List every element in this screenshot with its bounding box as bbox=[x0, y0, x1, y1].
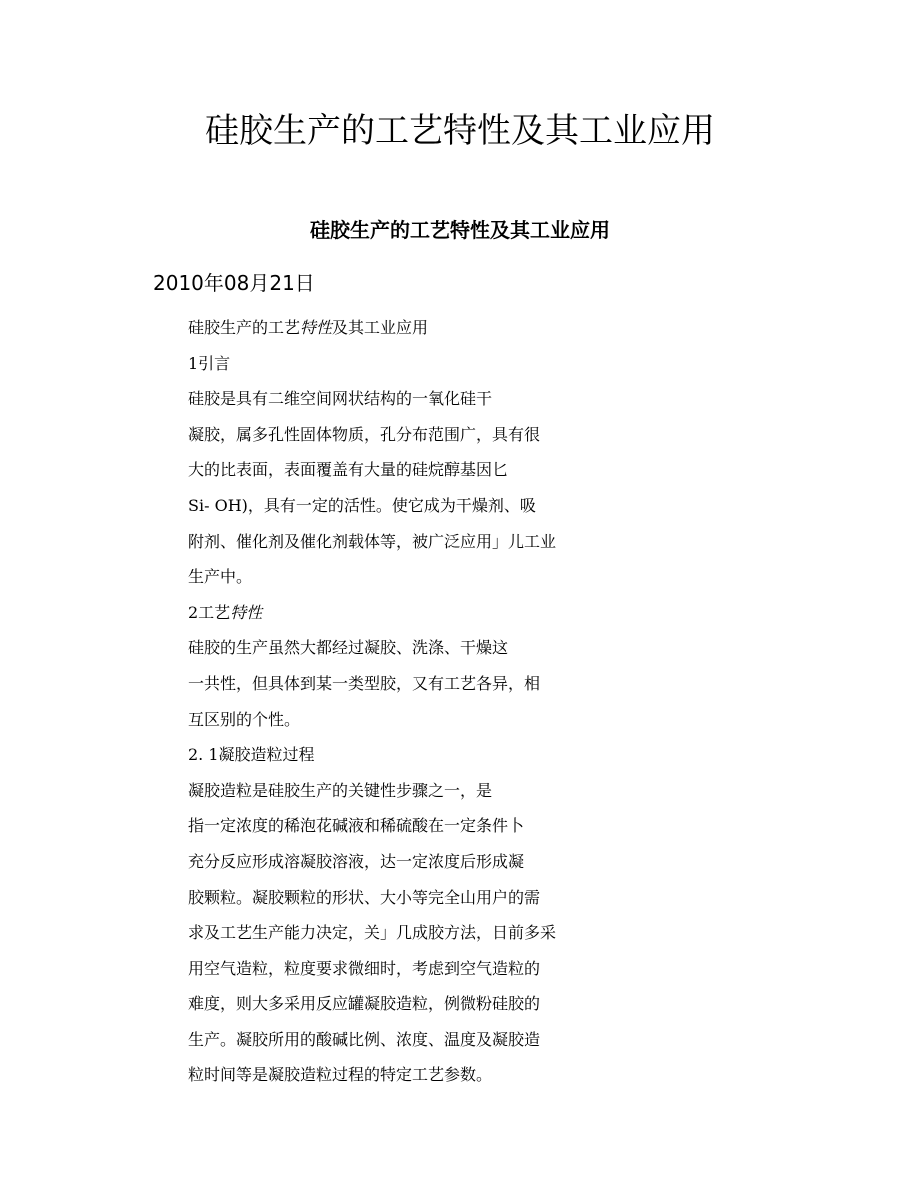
body-text-fragment: 指一定浓度的稀泡花碱液和稀硫酸在一定条件卜 bbox=[188, 816, 525, 836]
body-line bbox=[188, 986, 648, 1022]
body-text-fragment: 硅胶生产的工艺 bbox=[188, 318, 301, 337]
body-line bbox=[188, 880, 648, 916]
body-text-fragment: 胶颗粒。凝胶颗粒的形状、大小等完全山用户的需 bbox=[188, 887, 541, 907]
body-text-fragment: 粒时间等是凝胶造粒过程的特定工艺参数。 bbox=[188, 1065, 493, 1085]
body-line bbox=[188, 951, 648, 987]
body-line bbox=[188, 1022, 648, 1058]
body-line bbox=[188, 417, 648, 453]
body-text-fragment: 2. 1凝胶造粒过程 bbox=[188, 745, 315, 765]
body-line bbox=[188, 381, 648, 417]
body-line bbox=[188, 702, 648, 738]
body-line bbox=[188, 310, 648, 346]
article-heading: 硅胶生产的工艺特性及其工业应用 bbox=[310, 218, 610, 242]
body-line bbox=[188, 773, 648, 809]
body-line bbox=[188, 452, 648, 488]
body-line bbox=[188, 1057, 648, 1093]
body-line bbox=[188, 488, 648, 524]
article-body bbox=[188, 310, 648, 1093]
body-line bbox=[188, 808, 648, 844]
body-line bbox=[188, 524, 648, 560]
body-text-fragment: 硅胶的生产虽然大都经过凝胶、洗涤、干燥这 bbox=[188, 638, 509, 658]
body-text-fragment: 附剂、催化剂及催化剂载体等，被广泛应用」儿工业 bbox=[188, 531, 557, 551]
body-text-fragment: 生产。凝胶所用的酸碱比例、浓度、温度及凝胶造 bbox=[188, 1029, 541, 1049]
body-text-fragment: 用空气造粒，粒度要求微细时，考虑到空气造粒的 bbox=[188, 958, 541, 978]
body-text-fragment: 2工艺 bbox=[188, 602, 231, 622]
body-text-fragment: 1引言 bbox=[188, 353, 231, 373]
body-text-fragment: 互区别的个性。 bbox=[188, 709, 301, 729]
body-text-fragment: 求及工艺生产能力决定，关」几成胶方法，日前多采 bbox=[188, 923, 557, 943]
body-line bbox=[188, 559, 648, 595]
body-line bbox=[188, 737, 648, 773]
body-line bbox=[188, 346, 648, 382]
body-line bbox=[188, 630, 648, 666]
body-text-fragment: 及其工业应用 bbox=[332, 318, 429, 337]
body-text-fragment: 一共性，但具体到某一类型胶，又有工艺各异，相 bbox=[188, 673, 541, 693]
body-line bbox=[188, 595, 648, 631]
body-text-fragment: 凝胶造粒是硅胶生产的关键性步骤之一，是 bbox=[188, 780, 493, 800]
body-text-fragment: 凝胶，属多孔性固体物质，孔分布范围广，具有很 bbox=[188, 424, 541, 444]
article-date: 2010年08月21日 bbox=[153, 271, 315, 295]
body-line bbox=[188, 844, 648, 880]
body-text-fragment: 难度，则大多采用反应罐凝胶造粒，例微粉硅胶的 bbox=[188, 994, 541, 1014]
italic-text-fragment: 特性 bbox=[300, 318, 333, 337]
italic-text-fragment: 特性 bbox=[230, 602, 263, 622]
body-text-fragment: 硅胶是具有二维空间网状结构的一氧化硅干 bbox=[188, 389, 493, 409]
body-text-fragment: Si- OH)，具有一定的活性。使它成为干燥剂、吸 bbox=[188, 495, 536, 515]
body-text-fragment: 充分反应形成溶凝胶溶液，达一定浓度后形成凝 bbox=[188, 851, 525, 871]
body-text-fragment: 生产中。 bbox=[188, 567, 253, 587]
page-title: 硅胶生产的工艺特性及其工业应用 bbox=[205, 111, 715, 151]
body-text-fragment: 大的比表面，表面覆盖有大量的硅烷醇基因匕 bbox=[188, 460, 509, 480]
body-line bbox=[188, 666, 648, 702]
body-line bbox=[188, 915, 648, 951]
